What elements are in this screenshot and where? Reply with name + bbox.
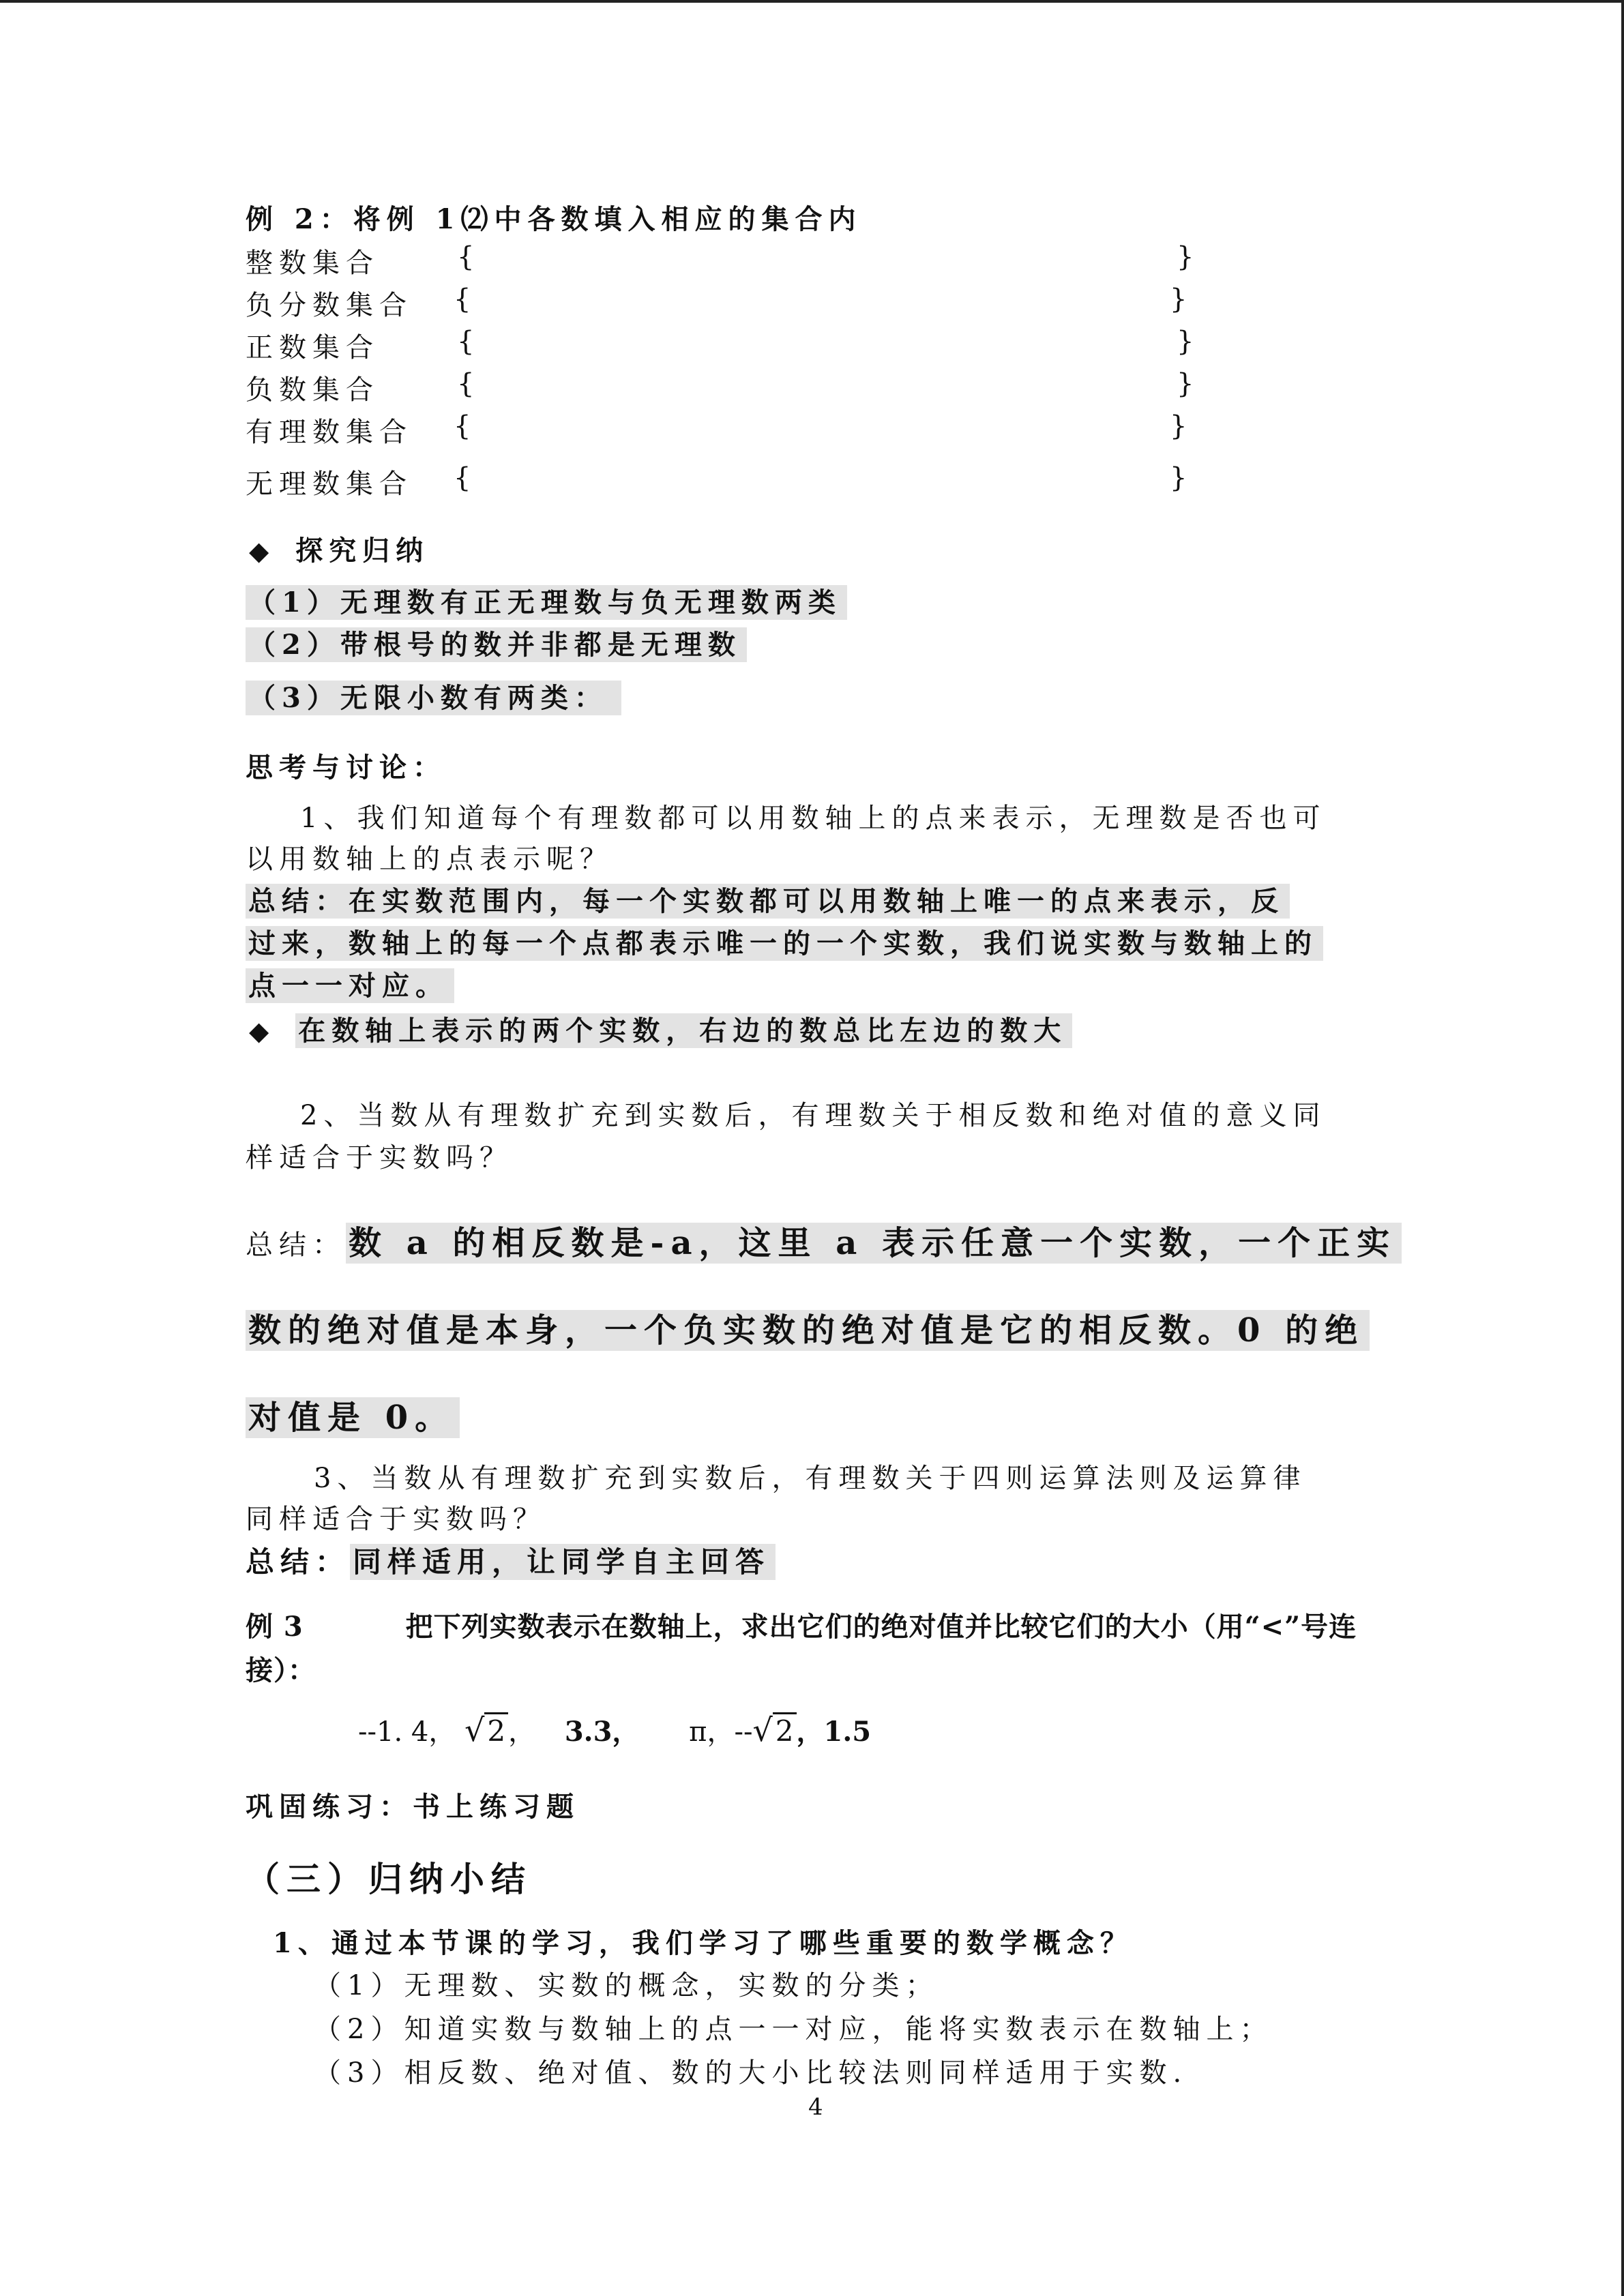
example3-text: 把下列实数表示在数轴上，求出它们的绝对值并比较它们的大小（用“<”号连	[405, 1611, 1357, 1643]
number-neg-1-4: --1. 4，	[358, 1716, 456, 1748]
explore-heading-row	[249, 529, 429, 568]
set-label: 负数集合	[246, 374, 379, 406]
set-row-negative	[246, 368, 1200, 406]
set-open-brace: {	[457, 241, 481, 273]
explore-item-2	[246, 623, 747, 662]
set-row-irrational	[246, 462, 1200, 500]
question-2-line-1: 2、当数从有理数扩充到实数后，有理数关于相反数和绝对值的意义同	[300, 1100, 1327, 1131]
example3-line-2: 接）：	[246, 1654, 316, 1686]
summary-text: 同样适用，让同学自主回答	[350, 1544, 776, 1580]
summary-1-line-3	[246, 964, 454, 1003]
explore-item-text: （1）无理数有正无理数与负无理数两类	[246, 585, 847, 620]
summary-text: 数 a 的相反数是-a，这里 a 表示任意一个实数，一个正实	[346, 1223, 1402, 1264]
discussion-heading: 思考与讨论：	[246, 751, 446, 784]
set-close-brace: }	[1177, 368, 1200, 400]
explore-item-text: （3）无限小数有两类：	[246, 681, 621, 715]
practice-line: 巩固练习：书上练习题	[246, 1791, 580, 1823]
summary-2-line-1-row	[246, 1217, 1402, 1264]
set-close-brace: }	[1170, 462, 1194, 494]
explore-item-text: （2）带根号的数并非都是无理数	[246, 627, 747, 662]
sqrt-icon: √	[464, 1712, 485, 1748]
neg-sqrt-2	[752, 1712, 796, 1748]
set-label: 负分数集合	[246, 290, 413, 321]
set-close-brace: }	[1177, 241, 1200, 273]
section-3-point-1: （1）无理数、实数的概念，实数的分类；	[314, 1970, 939, 2001]
section-3-title: （三）归纳小结	[246, 1859, 532, 1899]
summary-2-prefix: 总结：	[246, 1229, 346, 1261]
document-page	[246, 0, 1397, 2296]
number-3-3: 3.3，	[564, 1716, 640, 1748]
set-open-brace: {	[454, 284, 477, 315]
diamond-bullet-icon: ◆	[249, 1015, 276, 1046]
summary-1-line-1	[246, 880, 1290, 919]
set-row-rational	[246, 411, 1200, 448]
question-1-line-1: 1、我们知道每个有理数都可以用数轴上的点来表示，无理数是否也可	[300, 803, 1327, 834]
set-open-brace: {	[454, 411, 477, 442]
number-1-5: ，1.5	[796, 1716, 872, 1748]
section-3-point-2: （2）知道实数与数轴上的点一一对应，能将实数表示在数轴上；	[314, 2014, 1273, 2045]
summary-2-line-2-row	[246, 1304, 1370, 1351]
set-close-brace: }	[1170, 411, 1194, 442]
sqrt-2	[464, 1712, 508, 1748]
summary-text: 过来，数轴上的每一个点都表示唯一的一个实数，我们说实数与数轴上的	[246, 926, 1323, 961]
page-frame-right	[1621, 0, 1624, 2296]
set-label: 正数集合	[246, 332, 379, 363]
summary-text: 数的绝对值是本身，一个负实数的绝对值是它的相反数。0 的绝	[246, 1310, 1370, 1351]
example3-line-1	[246, 1605, 1357, 1644]
sqrt-value: 2	[484, 1712, 508, 1748]
explore-item-3	[246, 676, 621, 715]
set-open-brace: {	[457, 326, 481, 357]
set-open-brace: {	[457, 368, 481, 400]
summary-text: 点一一对应。	[246, 968, 454, 1003]
explore-heading: 探究归纳	[295, 535, 430, 567]
example3-label: 例 3	[246, 1611, 304, 1643]
diamond-bullet-icon: ◆	[249, 535, 276, 566]
question-1-line-2: 以用数轴上的点表示呢？	[246, 844, 613, 875]
number-pi: π，--	[689, 1716, 753, 1748]
summary-2-line-3-row	[246, 1391, 460, 1438]
set-label: 有理数集合	[246, 417, 413, 448]
sqrt-value: 2	[773, 1712, 797, 1748]
summary-3-row	[246, 1540, 776, 1581]
example3-numbers	[358, 1710, 871, 1749]
summary-1-line-2	[246, 922, 1323, 961]
example2-title: 例 2：将例 1⑵中各数填入相应的集合内	[246, 203, 862, 235]
set-row-positive	[246, 326, 1200, 363]
section-3-question: 1、通过本节课的学习，我们学习了哪些重要的数学概念？	[273, 1927, 1134, 1959]
set-label: 无理数集合	[246, 468, 413, 500]
question-2-line-2: 样适合于实数吗？	[246, 1142, 513, 1174]
separator: ，	[508, 1716, 536, 1748]
sqrt-icon: √	[752, 1712, 773, 1748]
set-close-brace: }	[1177, 326, 1200, 357]
set-open-brace: {	[454, 462, 477, 494]
summary-3-prefix: 总结：	[246, 1545, 351, 1579]
bullet-text: 在数轴上表示的两个实数，右边的数总比左边的数大	[295, 1013, 1072, 1048]
set-close-brace: }	[1170, 284, 1194, 315]
bullet-row-2	[249, 1009, 1072, 1048]
question-3-line-1: 3、当数从有理数扩充到实数后，有理数关于四则运算法则及运算律	[314, 1463, 1307, 1494]
question-3-line-2: 同样适合于实数吗？	[246, 1504, 546, 1535]
summary-text: 总结：在实数范围内，每一个实数都可以用数轴上唯一的点来表示，反	[246, 884, 1290, 919]
summary-text: 对值是 0。	[246, 1397, 460, 1438]
set-label: 整数集合	[246, 248, 379, 279]
page-number: 4	[808, 2093, 823, 2121]
set-row-integers	[246, 241, 1200, 279]
set-row-negative-fractions	[246, 284, 1200, 321]
explore-item-1	[246, 581, 847, 620]
section-3-point-3: （3）相反数、绝对值、数的大小比较法则同样适用于实数.	[314, 2057, 1188, 2089]
